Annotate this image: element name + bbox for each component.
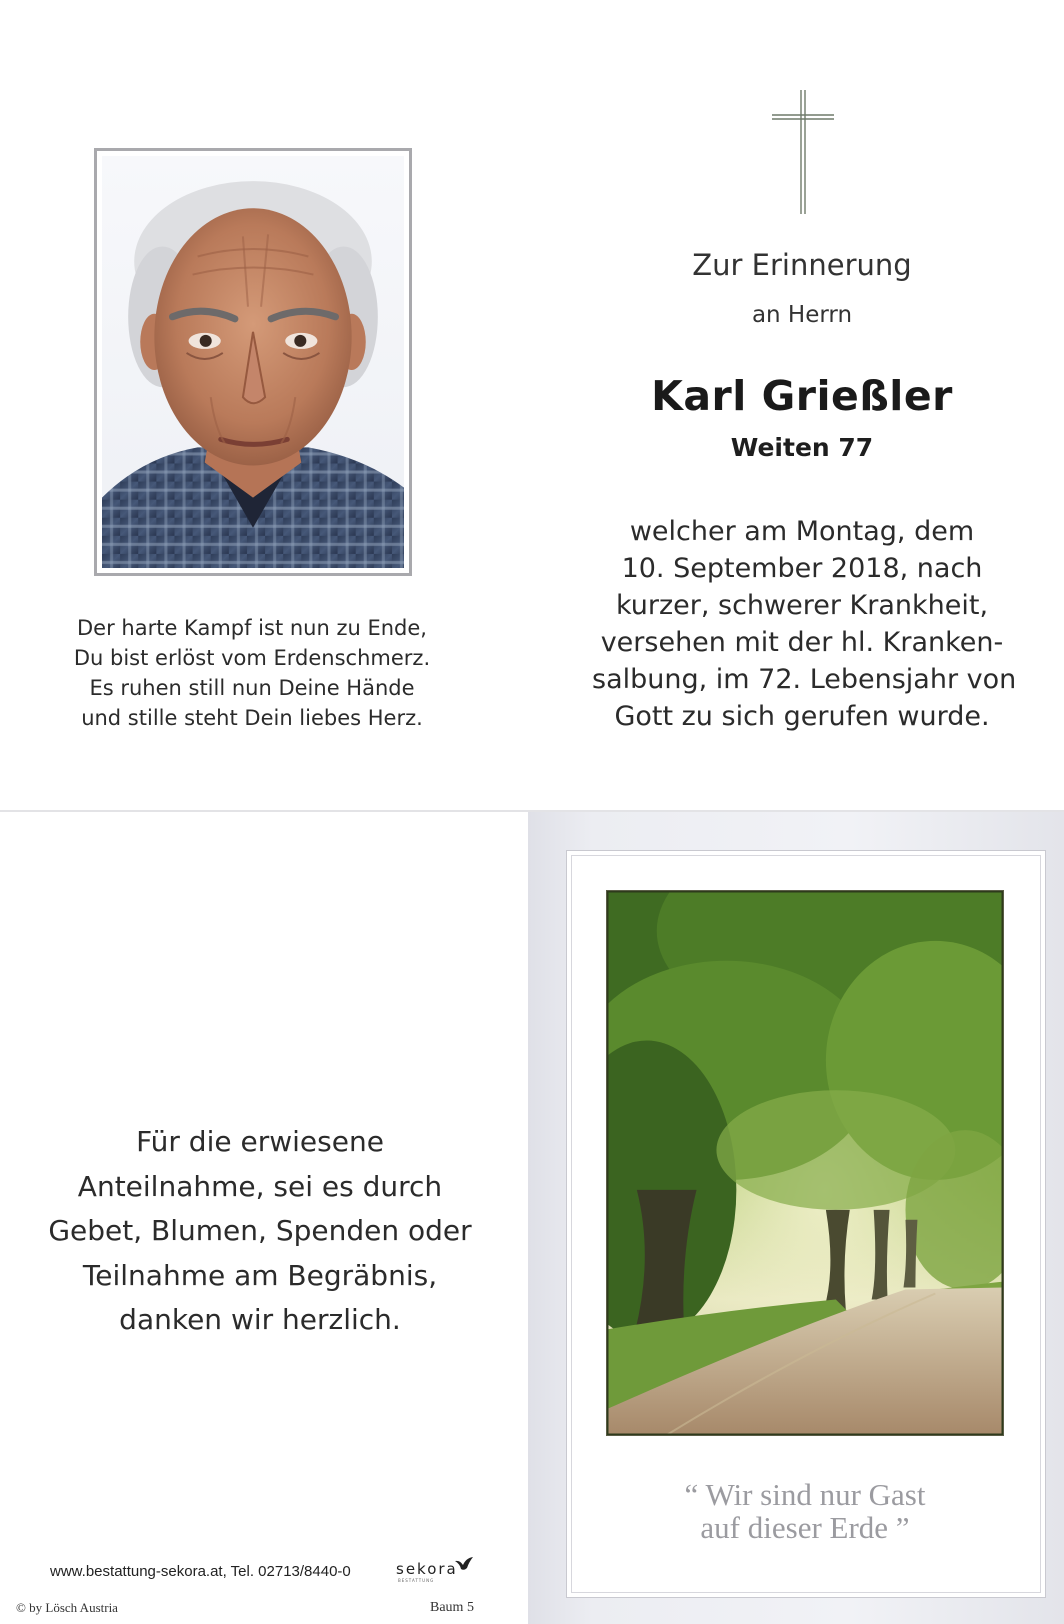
obituary-line: 10. September 2018, nach	[621, 553, 983, 584]
obituary-line: welcher am Montag, dem	[629, 516, 975, 547]
logo-subtext: BESTATTUNG	[398, 1578, 435, 1583]
bird-icon	[454, 1556, 474, 1572]
card-model: Baum 5	[430, 1600, 474, 1615]
poem-line: Der harte Kampf ist nun zu Ende,	[77, 616, 427, 640]
obituary-line: versehen mit der hl. Kranken-	[600, 627, 1004, 658]
poem	[40, 613, 464, 733]
obituary-line: salbung, im 72. Lebensjahr von	[592, 664, 1017, 695]
salutation: an Herrn	[751, 302, 853, 328]
thanks-text	[30, 1120, 490, 1343]
quote-line: auf dieser Erde ”	[700, 1510, 910, 1545]
thanks-line: danken wir herzlich.	[119, 1303, 401, 1336]
obituary-text	[592, 513, 1017, 735]
tree-avenue-illustration	[607, 891, 1003, 1435]
card-quote	[606, 1478, 1004, 1544]
poem-line: und stille steht Dein liebes Herz.	[81, 706, 423, 730]
portrait-photo	[102, 156, 404, 568]
copyright: © by Lösch Austria	[16, 1600, 118, 1615]
obituary-line: kurzer, schwerer Krankheit,	[615, 590, 989, 621]
poem-line: Es ruhen still nun Deine Hände	[89, 676, 415, 700]
thanks-line: Gebet, Blumen, Spenden oder	[48, 1214, 472, 1247]
front-panel	[0, 0, 1064, 810]
deceased-address: Weiten 77	[730, 433, 874, 462]
poem-line: Du bist erlöst vom Erdenschmerz.	[73, 646, 431, 670]
cross-icon	[770, 88, 836, 216]
logo-wordmark: sekora	[396, 1560, 458, 1578]
quote-line: “ Wir sind nur Gast	[684, 1477, 926, 1512]
tree-avenue-photo	[606, 890, 1004, 1436]
memory-heading: Zur Erinnerung	[692, 248, 912, 282]
thanks-line: Anteilnahme, sei es durch	[77, 1169, 443, 1203]
sekora-logo	[396, 1558, 480, 1584]
portrait-illustration	[102, 156, 404, 568]
deceased-name: Karl Grießler	[651, 372, 953, 420]
thanks-line: Teilnahme am Begräbnis,	[82, 1258, 438, 1292]
portrait-frame	[94, 148, 412, 576]
obituary-line: Gott zu sich gerufen wurde.	[614, 701, 990, 732]
thanks-line: Für die erwiesene	[136, 1125, 384, 1158]
funeral-home-contact: www.bestattung-sekora.at, Tel. 02713/8440-0	[50, 1563, 351, 1580]
